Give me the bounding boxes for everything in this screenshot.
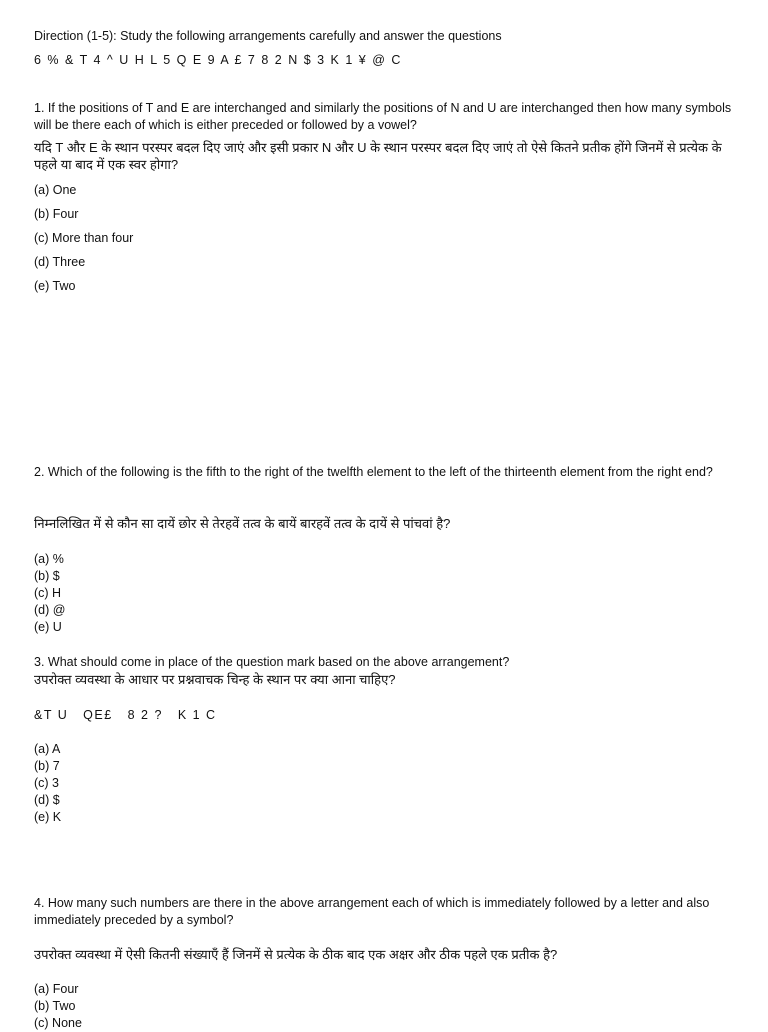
arrangement-sequence: 6 % & T 4 ^ U H L 5 Q E 9 A £ 7 8 2 N $ 3 K 1 ¥ @ C xyxy=(34,53,402,67)
direction-text: Direction (1-5): Study the following arrangements carefully and answer the questions xyxy=(34,29,502,43)
question-3-text: 3. What should come in place of the question mark based on the above arrangement? xyxy=(34,655,510,669)
question-4-text: 4. How many such numbers are there in the above arrangement each of which is immediately followed by a letter and also immediately preceded by a symbol? xyxy=(34,896,710,927)
question-3-option-c: (c) 3 xyxy=(34,776,59,790)
question-1-option-b: (b) Four xyxy=(34,207,79,221)
question-3-option-b: (b) 7 xyxy=(34,759,60,773)
question-2-option-a: (a) % xyxy=(34,552,64,566)
question-3-option-d: (d) $ xyxy=(34,793,60,807)
question-1-option-a: (a) One xyxy=(34,183,77,197)
question-3-hindi: उपरोक्त व्यवस्था के आधार पर प्रश्नवाचक चिन्ह के स्थान पर क्या आना चाहिए? xyxy=(34,672,396,687)
question-2-option-e: (e) U xyxy=(34,620,62,634)
question-2-text: 2. Which of the following is the fifth to the right of the twelfth element to the left of the thirteenth element from the right end? xyxy=(34,465,713,479)
question-2-option-d: (d) @ xyxy=(34,603,66,617)
question-1-option-e: (e) Two xyxy=(34,279,76,293)
question-1-option-c: (c) More than four xyxy=(34,231,134,245)
question-3-option-e: (e) K xyxy=(34,810,62,824)
question-2-option-b: (b) $ xyxy=(34,569,60,583)
question-4-option-c: (c) None xyxy=(34,1016,82,1030)
question-2-hindi: निम्नलिखित में से कौन सा दायें छोर से तेरहवें तत्व के बायें बारहवें तत्व के दायें से पांचवां है? xyxy=(34,516,451,531)
question-1-hindi: यदि T और E के स्थान परस्पर बदल दिए जाएं और इसी प्रकार N और U के स्थान परस्पर बदल दिए जाएं तो ऐसे कितने प्रतीक होंगे जिनमें से प्रत्येक के पहले या बाद में एक स्वर होगा? xyxy=(34,140,722,172)
question-2-option-c: (c) H xyxy=(34,586,62,600)
question-3-option-a: (a) A xyxy=(34,742,61,756)
question-1-text: 1. If the positions of T and E are interchanged and similarly the positions of N and U are interchanged then how many symbols will be there each of which is either preceded or followed by a vowel? xyxy=(34,101,732,132)
question-3-series: &T U QE£ 8 2 ? K 1 C xyxy=(34,708,217,722)
question-4-hindi: उपरोक्त व्यवस्था में ऐसी कितनी संख्याएँ हैं जिनमें से प्रत्येक के ठीक बाद एक अक्षर और ठीक पहले एक प्रतीक है? xyxy=(34,947,558,962)
question-4-option-a: (a) Four xyxy=(34,982,79,996)
question-4-option-b: (b) Two xyxy=(34,999,76,1013)
question-1-option-d: (d) Three xyxy=(34,255,86,269)
